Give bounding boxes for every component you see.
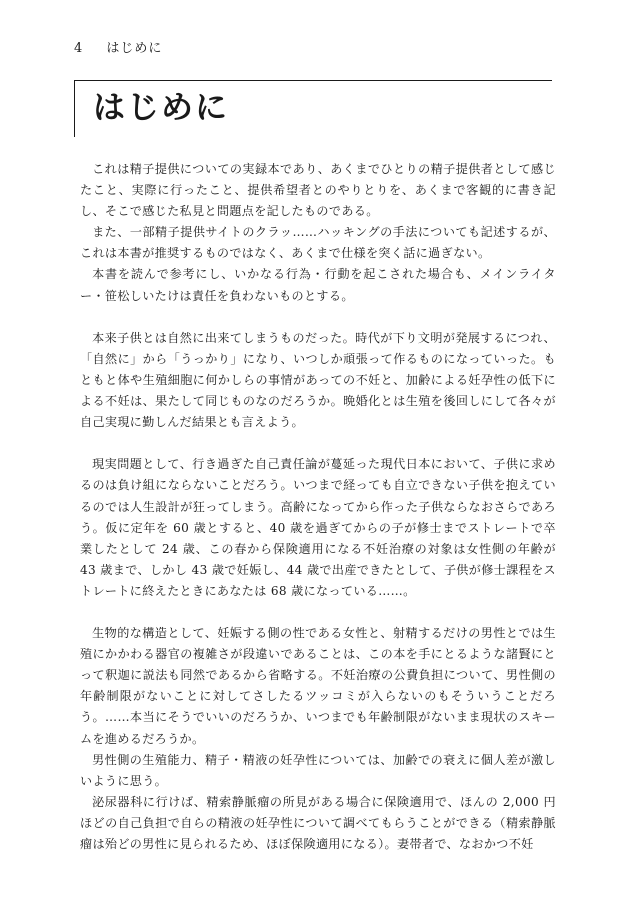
paragraph: これは精子提供についての実録本であり、あくまでひとりの精子提供者として感じたこと、実際に行ったこと、提供希望者とのやりとりを、あくまで客観的に書き記し、そこで感じた私見と問題点を記したものである。 [80, 162, 556, 219]
paragraph: 本来子供とは自然に出来てしまうものだった。時代が下り文明が発展するにつれ、「自然に」から「うっかり」になり、いつしか頑張って作るものになっていった。もともと体や生殖細胞に何かしらの事情があっての不妊と、加齢による妊孕性の低下による不妊は、果たして同じものなのだろうか。晩婚化とは生殖を後回しにして各々が自己実現に勤しんだ結果とも言えよう。 [80, 330, 556, 430]
body-text [80, 159, 556, 855]
paragraph: 生物的な構造として、妊娠する側の性である女性と、射精するだけの男性とでは生殖にかかわる器官の複雑さが段違いであることは、この本を手にとるような諸賢にとって釈迦に説法も同然であるから省略する。不妊治療の公費負担について、男性側の年齢制限がないことに対してさしたるツッコミが入らないのもそういうことだろう。……本当にそうでいいのだろうか、いつまでも年齢制限がないまま現状のスキームを進めるだろうか。 [80, 626, 556, 746]
page-number: 4 [74, 41, 84, 56]
running-header [74, 37, 162, 56]
paragraph-spacer [80, 602, 556, 623]
running-section-title: はじめに [106, 41, 163, 56]
chapter-title: はじめに [93, 88, 230, 126]
paragraph: 現実問題として、行き過ぎた自己責任論が蔓延った現代日本において、子供に求めるのは負け組にならないことだろう。いつまで経っても自立できない子供を抱えているのでは人生設計が狂ってしまう。高齢になってから作った子供ならなおさらであろう。仮に定年を 60 歳とすると、40 歳を過ぎてからの子が修士までストレートで卒業したとして 24 歳、この春から保険適用になる不妊治療の対象は女性側の年齢が 43 歳まで、しかし 43 歳で妊娠し、44 歳で出産できたとして、子供が修士課程をストレートに終えたときにあなたは 68 歳になっている……。 [80, 457, 556, 598]
paragraph-spacer [80, 307, 556, 328]
chapter-heading-box [74, 80, 552, 137]
paragraph: 泌尿器科に行けば、精索静脈瘤の所見がある場合に保険適用で、ほんの 2,000 円ほどの自己負担で自らの精液の妊孕性について調べてもらうことができる（精索静脈瘤は殆どの男性に見られるため、ほぼ保険適用になる）。妻帯者で、なおかつ不妊 [80, 794, 556, 851]
paragraph: 男性側の生殖能力、精子・精液の妊孕性については、加齢での衰えに個人差が激しいように思う。 [80, 752, 556, 788]
paragraph: 本書を読んで参考にし、いかなる行為・行動を起こされた場合も、メインライター・笹松しいたけは責任を負わないものとする。 [80, 267, 556, 303]
paragraph: また、一部精子提供サイトのクラッ……ハッキングの手法についても記述するが、これは本書が推奨するものではなく、あくまで仕様を突く話に過ぎない。 [80, 225, 556, 261]
paragraph-spacer [80, 433, 556, 454]
